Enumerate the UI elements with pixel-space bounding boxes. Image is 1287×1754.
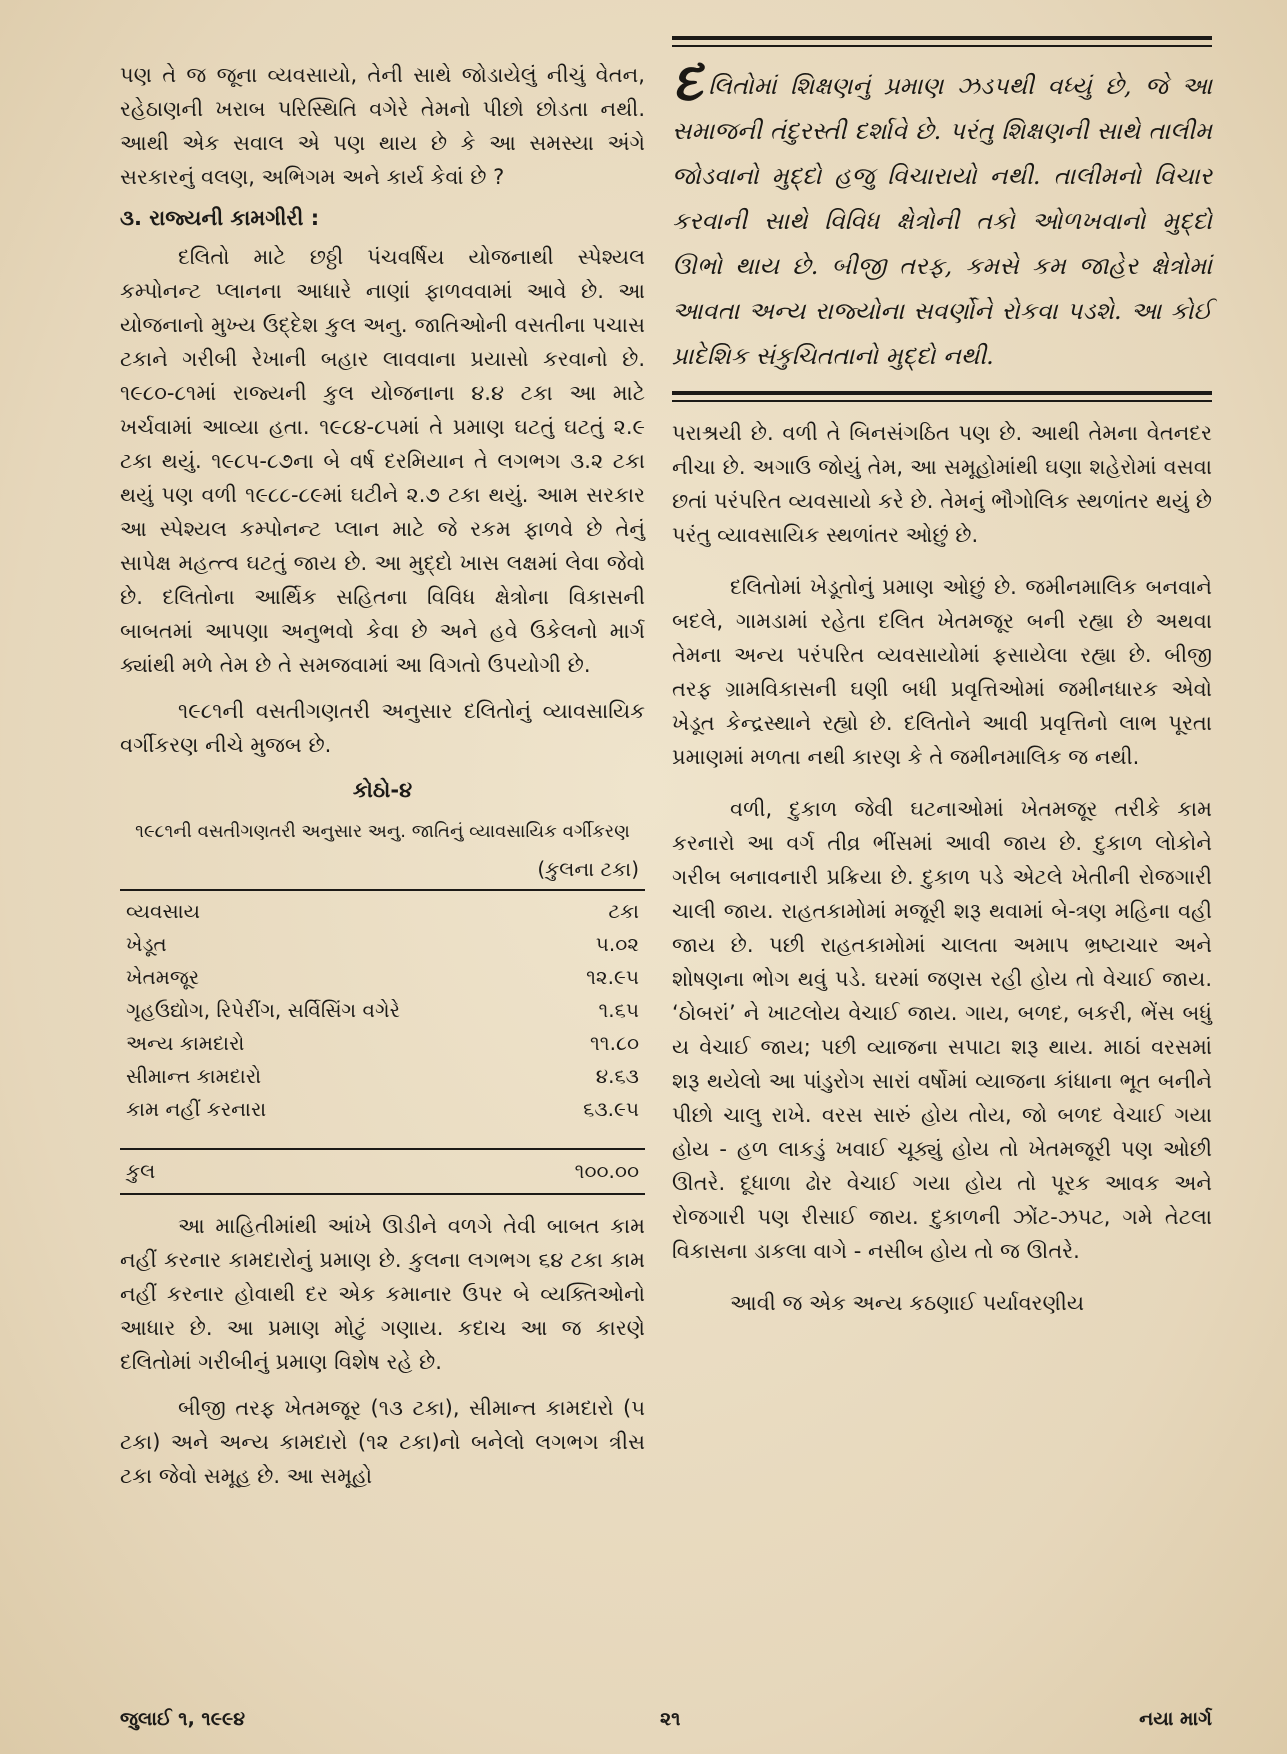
table-total-row [120, 1149, 645, 1194]
right-column [672, 36, 1212, 1320]
magazine-name: નયા માર્ગ [1139, 1708, 1212, 1730]
row-value: ૧.૬૫ [598, 998, 639, 1022]
pull-quote-text: લિતોમાં શિક્ષણનું પ્રમાણ ઝડપથી વધ્યું છે, જે આ સમાજની તંદુરસ્તી દર્શાવે છે. પરંતુ શિક્ષણની સાથે તાલીમ જોડવાનો મુદ્દો હજુ વિચારાયો નથી. તાલીમનો વિચાર કરવાની સાથે વિવિધ ક્ષેત્રોની તકો ઓળખવાનો મુદ્દો ઊભો થાય છે. બીજી તરફ, કમસે કમ જાહેર ક્ષેત્રોમાં આવતા અન્ય રાજ્યોના સવર્ણોને રોકવા પડશે. આ કોઈ પ્રાદેશિક સંકુચિતતાનો મુદ્દો નથી. [672, 72, 1212, 370]
page-number: ૨૧ [660, 1708, 681, 1730]
row-value: ૧૧.૮૦ [590, 1031, 639, 1055]
row-label: ખેતમજૂર [126, 965, 200, 989]
row-value: ૧૨.૯૫ [586, 965, 639, 989]
pull-quote-top-rule [672, 36, 1212, 47]
body-paragraph: આ માહિતીમાંથી આંખે ઊડીને વળગે તેવી બાબત કામ નહીં કરનાર કામદારોનું પ્રમાણ છે. કુલના લગભગ ૬૪ ટકા કામ નહીં કરનાર હોવાથી દર એક કમાનાર ઉપર બે વ્યક્તિઓનો આધાર છે. આ પ્રમાણ મોટું ગણાય. કદાચ આ જ કારણે દલિતોમાં ગરીબીનું પ્રમાણ વિશેષ રહે છે. [120, 1214, 645, 1374]
total-label: કુલ [126, 1159, 156, 1183]
body-paragraph: બીજી તરફ ખેતમજૂર (૧૩ ટકા), સીમાન્ત કામદારો (૫ ટકા) અને અન્ય કામદારો (૧૨ ટકા)નો બનેલો લગભગ ત્રીસ ટકા જેવો સમૂહ છે. આ સમૂહો [120, 1396, 645, 1488]
row-label: સીમાન્ત કામદારો [126, 1064, 262, 1088]
total-value: ૧૦૦.૦૦ [574, 1159, 639, 1183]
section-heading: ૩. રાજ્યની કામગીરી : [120, 206, 320, 230]
row-value: ૫.૦૨ [595, 932, 639, 956]
issue-date: જુલાઈ ૧, ૧૯૯૪ [120, 1708, 246, 1730]
table-row [120, 1093, 645, 1126]
row-label: ખેડૂત [126, 932, 167, 956]
left-column [120, 58, 645, 1493]
table-header-row [120, 890, 645, 928]
table-row [120, 928, 645, 961]
pull-quote-bottom-rule [672, 391, 1212, 402]
table-row [120, 994, 645, 1027]
body-paragraph: ૧૯૮૧ની વસતીગણતરી અનુસાર દલિતોનું વ્યાવસાયિક વર્ગીકરણ નીચે મુજબ છે. [120, 699, 645, 757]
column-header-occupation: વ્યવસાય [126, 899, 200, 923]
drop-cap: દ [672, 49, 703, 113]
body-paragraph: વળી, દુકાળ જેવી ઘટનાઓમાં ખેતમજૂર તરીકે કામ કરનારો આ વર્ગ તીવ્ર ભીંસમાં આવી જાય છે. દુકાળ લોકોને ગરીબ બનાવનારી પ્રક્રિયા છે. દુકાળ પડે એટલે ખેતીની રોજગારી ચાલી જાય. રાહતકામોમાં મજૂરી શરૂ થવામાં બે-ત્રણ મહિના વહી જાય છે. પછી રાહતકામોમાં ચાલતા અમાપ ભ્રષ્ટાચાર અને શોષણના ભોગ થવું પડે. ઘરમાં જણસ રહી હોય તો વેચાઈ જાય. ‘ઠોબરાં’ ને ખાટલોય વેચાઈ જાય. ગાય, બળદ, બકરી, ભેંસ બધું ય વેચાઈ જાય; પછી વ્યાજના સપાટા શરૂ થાય. માઠાં વરસમાં શરૂ થયેલો આ પાંડુરોગ સારાં વર્ષોમાં વ્યાજના કાંધાના ભૂત બનીને પીછો ચાલુ રાખે. વરસ સારું હોય તોય, જો બળદ વેચાઈ ગયા હોય - હળ લાકડું ખવાઈ ચૂક્યું હોય તો ખેતમજૂરી પણ ઓછી ઊતરે. દૂધાળા ઢોર વેચાઈ ગયા હોય તો પૂરક આવક અને રોજગારી પણ રીસાઈ જાય. દુકાળની ઝોંટ-ઝપટ, ગમે તેટલા વિકાસના ડાકલા વાગે - નસીબ હોય તો જ ઊતરે. [672, 797, 1212, 1263]
row-value: ૪.૬૩ [595, 1064, 639, 1088]
table-row [120, 1060, 645, 1093]
row-label: કામ નહીં કરનારા [126, 1097, 267, 1121]
pull-quote [672, 49, 1212, 379]
body-paragraph: આવી જ એક અન્ય કઠણાઈ પર્યાવરણીય [730, 1291, 1085, 1315]
row-value: ૬૩.૯૫ [583, 1097, 639, 1121]
page-footer [120, 1708, 1212, 1742]
occupation-table [120, 889, 645, 1195]
body-paragraph: પણ તે જ જૂના વ્યવસાયો, તેની સાથે જોડાયેલું નીચું વેતન, રહેઠાણની ખરાબ પરિસ્થિતિ વગેરે તેમનો પીછો છોડતા નથી. આથી એક સવાલ એ પણ થાય છે કે આ સમસ્યા અંગે સરકારનું વલણ, અભિગમ અને કાર્ય કેવાં છે ? [120, 63, 645, 189]
body-paragraph: પરાશ્રયી છે. વળી તે બિનસંગઠિત પણ છે. આથી તેમના વેતનદર નીચા છે. અગાઉ જોયું તેમ, આ સમૂહોમાંથી ઘણા શહેરોમાં વસવા છતાં પરંપરિત વ્યવસાયો કરે છે. તેમનું ભૌગોલિક સ્થળાંતર થયું છે પરંતુ વ્યાવસાયિક સ્થળાંતર ઓછું છે. [672, 421, 1212, 547]
row-label: અન્ય કામદારો [126, 1031, 245, 1055]
table-row [120, 1027, 645, 1060]
right-body [672, 416, 1212, 1320]
table-row [120, 961, 645, 994]
table-spacer [120, 1126, 645, 1149]
table-title: કોઠો-૪ [352, 778, 413, 802]
row-label: ગૃહઉદ્યોગ, રિપેરીંગ, સર્વિસિંગ વગેરે [126, 998, 400, 1022]
table-unit-label: (કુલના ટકા) [537, 857, 639, 881]
body-paragraph: દલિતો માટે છઠ્ઠી પંચવર્ષિય યોજનાથી સ્પેશ્યલ કમ્પોનન્ટ પ્લાનના આધારે નાણાં ફાળવવામાં આવે છે. આ યોજનાનો મુખ્ય ઉદ્દેશ કુલ અનુ. જાતિઓની વસતીના પચાસ ટકાને ગરીબી રેખાની બહાર લાવવાના પ્રયાસો કરવાનો છે. ૧૯૮૦-૮૧માં રાજ્યની કુલ યોજનાના ૪.૪ ટકા આ માટે ખર્ચવામાં આવ્યા હતા. ૧૯૮૪-૮૫માં તે પ્રમાણ ઘટતું ઘટતું ૨.૯ ટકા થયું. ૧૯૮૫-૮૭ના બે વર્ષ દરમિયાન તે લગભગ ૩.૨ ટકા થયું પણ વળી ૧૯૮૮-૮૯માં ઘટીને ૨.૭ ટકા થયું. આમ સરકાર આ સ્પેશ્યલ કમ્પોનન્ટ પ્લાન માટે જે રકમ ફાળવે છે તેનું સાપેક્ષ મહત્ત્વ ઘટતું જાય છે. આ મુદ્દો ખાસ લક્ષમાં લેવા જેવો છે. દલિતોના આર્થિક સહિતના વિવિધ ક્ષેત્રોના વિકાસની બાબતમાં આપણા અનુભવો કેવા છે અને હવે ઉકેલનો માર્ગ ક્યાંથી મળે તેમ છે તે સમજવામાં આ વિગતો ઉપયોગી છે. [120, 245, 645, 677]
column-header-percent: ટકા [608, 899, 639, 923]
body-paragraph: દલિતોમાં ખેડૂતોનું પ્રમાણ ઓછું છે. જમીનમાલિક બનવાને બદલે, ગામડામાં રહેતા દલિત ખેતમજૂર બની રહ્યા છે અથવા તેમના અન્ય પરંપરિત વ્યવસાયોમાં ફસાયેલા રહ્યા છે. બીજી તરફ ગ્રામવિકાસની ઘણી બધી પ્રવૃત્તિઓમાં જમીનધારક એવો ખેડૂત કેન્દ્રસ્થાને રહ્યો છે. દલિતોને આવી પ્રવૃત્તિનો લાભ પૂરતા પ્રમાણમાં મળતા નથી કારણ કે તે જમીનમાલિક જ નથી. [672, 575, 1212, 769]
table-subtitle: ૧૯૮૧ની વસતીગણતરી અનુસાર અનુ. જાતિનું વ્યાવસાયિક વર્ગીકરણ [135, 821, 630, 842]
